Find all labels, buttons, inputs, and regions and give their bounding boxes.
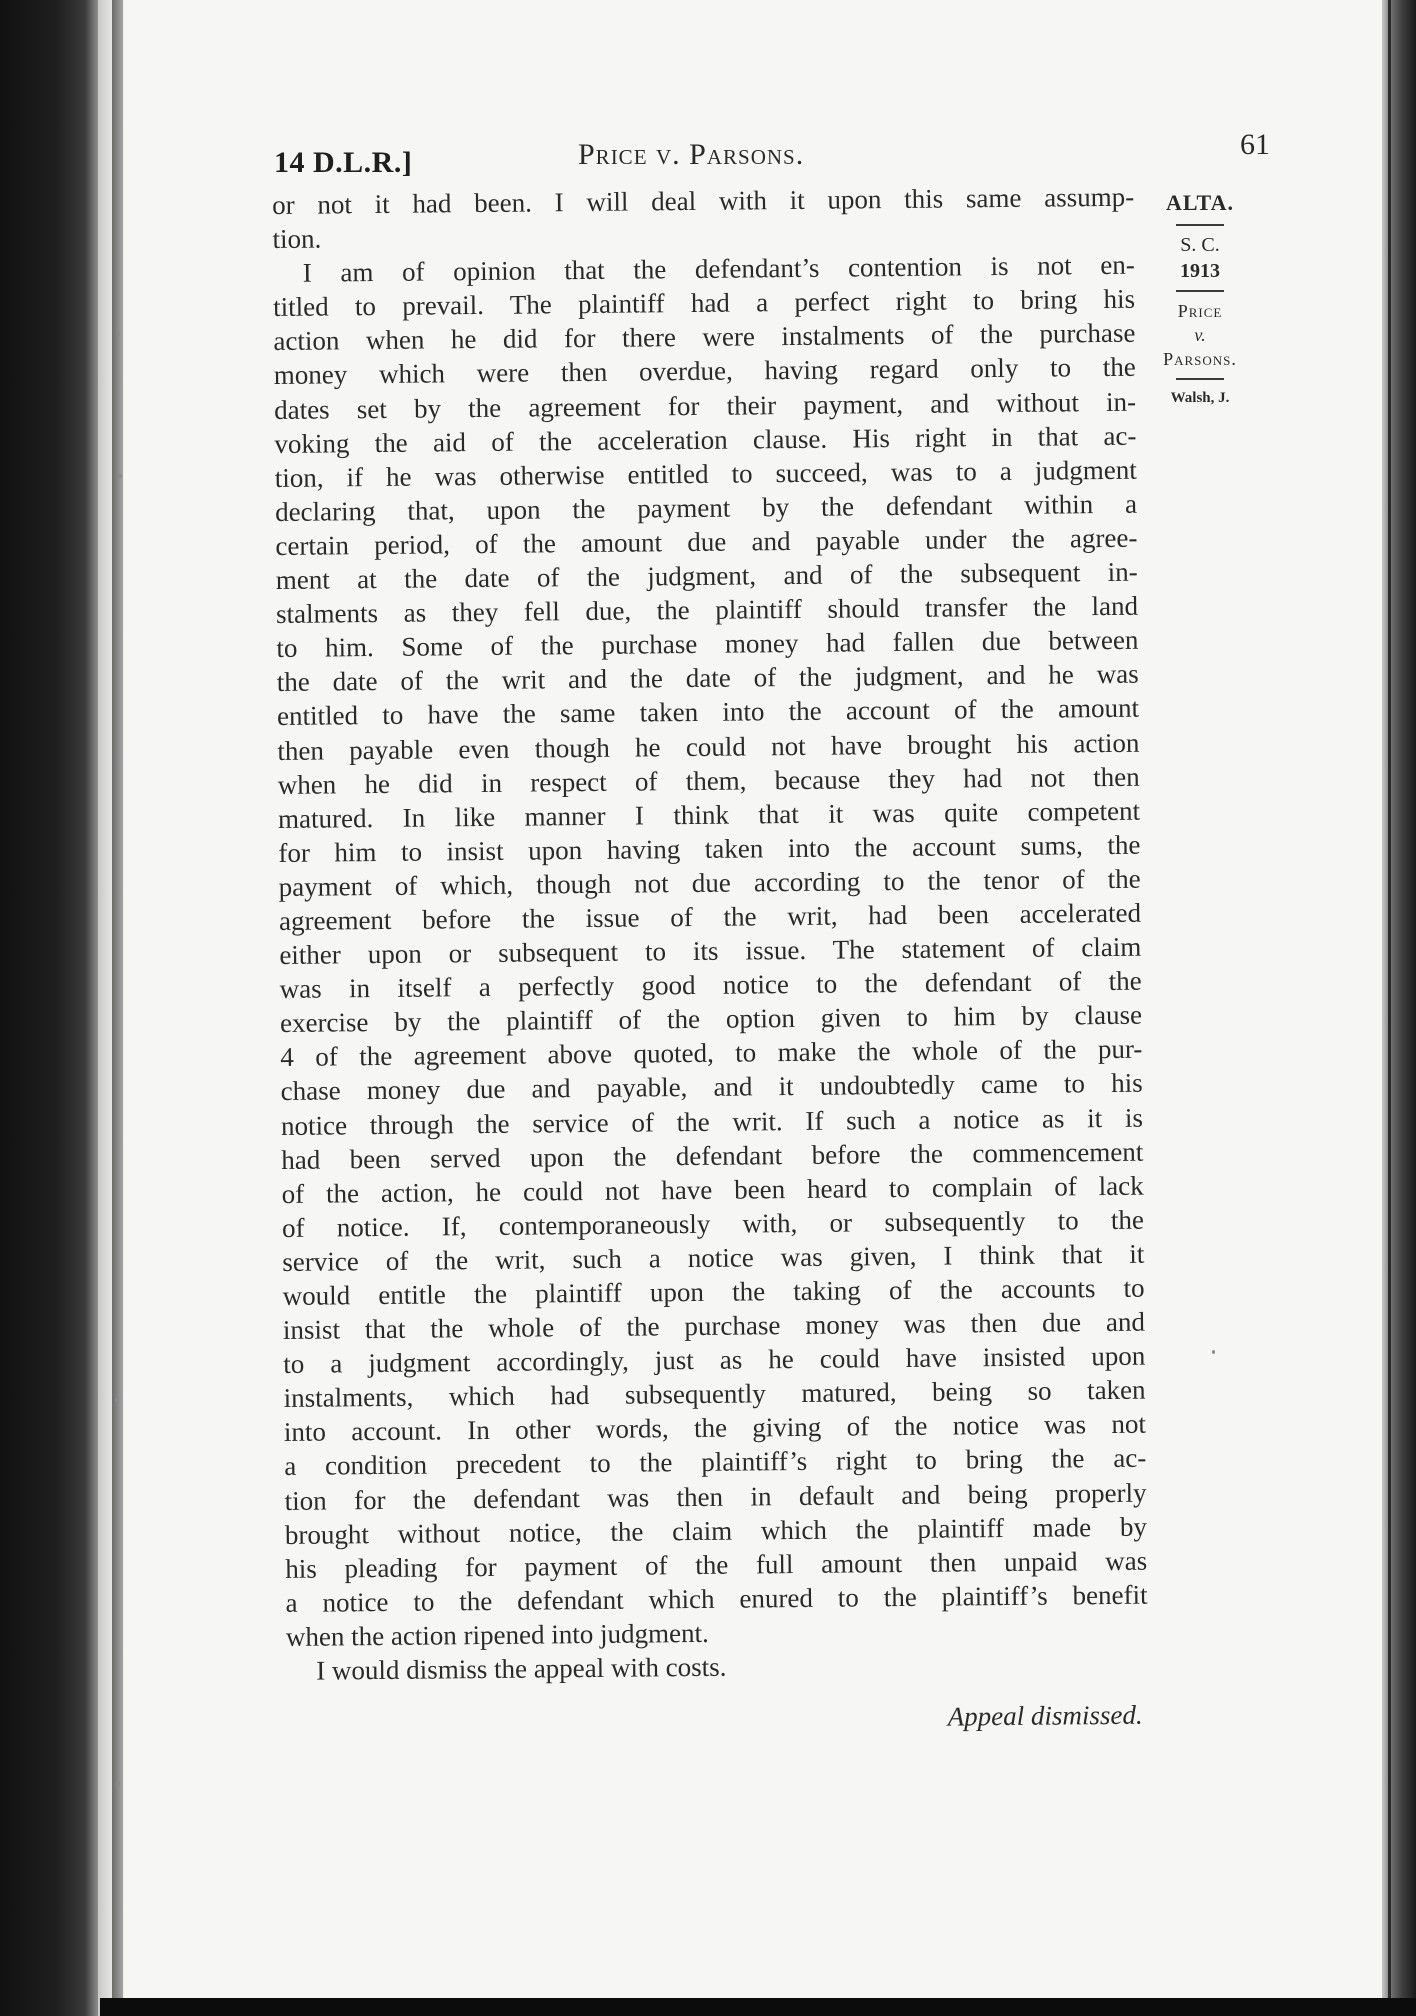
page-number: 61 — [1240, 128, 1270, 161]
book-binding — [0, 0, 100, 2016]
text-line: voking the aid of the acceleration clause. His right in that ac- — [274, 420, 1137, 459]
text-line: or not it had been. I will deal with it upon this same assump- — [272, 181, 1135, 220]
margin-rule — [1176, 224, 1224, 226]
text-line: brought without notice, the claim which the plaintiff made by — [284, 1511, 1148, 1550]
text-line: agreement before the issue of the writ, had been accelerated — [278, 897, 1142, 936]
text-line: would entitle the plaintiff upon the taking of the accounts to — [282, 1272, 1145, 1311]
margin-rule — [1176, 378, 1224, 380]
text-line: a condition precedent to the plaintiff’s right to bring the ac- — [284, 1443, 1147, 1482]
text-line: had been served upon the defendant before the commencement — [281, 1136, 1144, 1175]
text-line: certain period, of the amount due and payable under the agree- — [275, 522, 1138, 561]
text-line: when he did in respect of them, because they had not then — [277, 761, 1140, 800]
text-line: insist that the whole of the purchase money was then due and — [282, 1306, 1146, 1346]
division-label: S. C. — [1180, 234, 1220, 256]
binding-speck — [118, 474, 122, 478]
text-line: instalments, which had subsequently matured, being so taken — [283, 1374, 1146, 1414]
text-line: chase money due and payable, and it undoubtedly came to his — [280, 1068, 1143, 1107]
judge-label: Walsh, J. — [1170, 390, 1230, 406]
text-line: matured. In like manner I think that it was quite competent — [277, 795, 1141, 834]
text-line: the date of the writ and the date of the judgment, and he was — [276, 659, 1139, 698]
body-text — [272, 180, 1149, 1740]
text-line: tion, if he was otherwise entitled to succeed, was to a judgment — [274, 454, 1137, 493]
text-line: for him to insist upon having taken into the account sums, the — [278, 829, 1141, 868]
text-line: exercise by the plaintiff of the option given to him by clause — [279, 999, 1143, 1039]
binding-speck — [116, 332, 120, 336]
party-one: Price — [1177, 301, 1223, 321]
text-line: I am of opinion that the defendant’s contention is not en- — [302, 249, 1135, 288]
case-title-header: Price v. Parsons. — [578, 138, 805, 171]
margin-speck — [1212, 1350, 1215, 1354]
year-label: 1913 — [1180, 260, 1220, 282]
text-line: into account. In other words, the giving of the notice was not — [283, 1409, 1147, 1448]
text-line: to him. Some of the purchase money had fallen due between — [276, 624, 1139, 664]
text-line: dates set by the agreement for their payment, and without in- — [273, 386, 1137, 425]
versus-label: v. — [1194, 325, 1206, 345]
volume-reference: 14 D.L.R.] — [274, 146, 413, 179]
text-line: tion. — [272, 223, 322, 255]
text-line: titled to prevail. The plaintiff had a perfect right to bring his — [273, 284, 1136, 323]
binding-speck — [115, 1398, 119, 1402]
text-line: I would dismiss the appeal with costs. — [316, 1651, 727, 1686]
text-line: entitled to have the same taken into the account of the amount — [276, 693, 1140, 732]
court-label: ALTA. — [1166, 190, 1234, 215]
judgment-result: Appeal dismissed. — [947, 1699, 1143, 1732]
text-line: of notice. If, contemporaneously with, or subsequently to the — [281, 1204, 1145, 1243]
margin-note — [1136, 188, 1264, 410]
bottom-page-edge — [100, 1998, 1416, 2016]
text-line: action when he did for there were instalments of the purchase — [273, 318, 1136, 357]
text-line: ment at the date of the judgment, and of the subsequent in- — [275, 556, 1138, 596]
text-line: notice through the service of the writ. If such a notice as it is — [280, 1102, 1144, 1141]
text-line: service of the writ, such a notice was given, I think that it — [282, 1238, 1145, 1277]
text-line: to a judgment accordingly, just as he could have insisted upon — [283, 1340, 1146, 1380]
text-line: 4 of the agreement above quoted, to make the whole of the pur- — [280, 1034, 1143, 1073]
margin-rule — [1176, 290, 1224, 292]
text-line: payment of which, though not due according to the tenor of the — [278, 863, 1141, 902]
text-line: of the action, he could not have been heard to complain of lack — [281, 1170, 1144, 1209]
gutter-shadow — [112, 0, 123, 2016]
text-line: when the action ripened into judgment. — [285, 1617, 709, 1652]
party-two: Parsons. — [1163, 349, 1237, 369]
text-line: a notice to the defendant which enured to the plaintiff’s benefit — [285, 1579, 1148, 1618]
text-line: money which were then overdue, having regard only to the — [273, 352, 1136, 391]
text-line: was in itself a perfectly good notice to the defendant of the — [279, 965, 1142, 1005]
right-edge-line — [1388, 0, 1391, 2016]
text-line: then payable even though he could not have brought his action — [277, 727, 1140, 766]
binding-speck — [116, 1782, 120, 1786]
text-line: stalments as they fell due, the plaintiff should transfer the land — [275, 590, 1139, 630]
text-line: either upon or subsequent to its issue. The statement of claim — [279, 931, 1142, 971]
text-line: declaring that, upon the payment by the defendant within a — [274, 488, 1138, 527]
text-line: his pleading for payment of the full amount then unpaid was — [285, 1545, 1148, 1584]
text-line: tion for the defendant was then in default and being properly — [284, 1477, 1147, 1516]
